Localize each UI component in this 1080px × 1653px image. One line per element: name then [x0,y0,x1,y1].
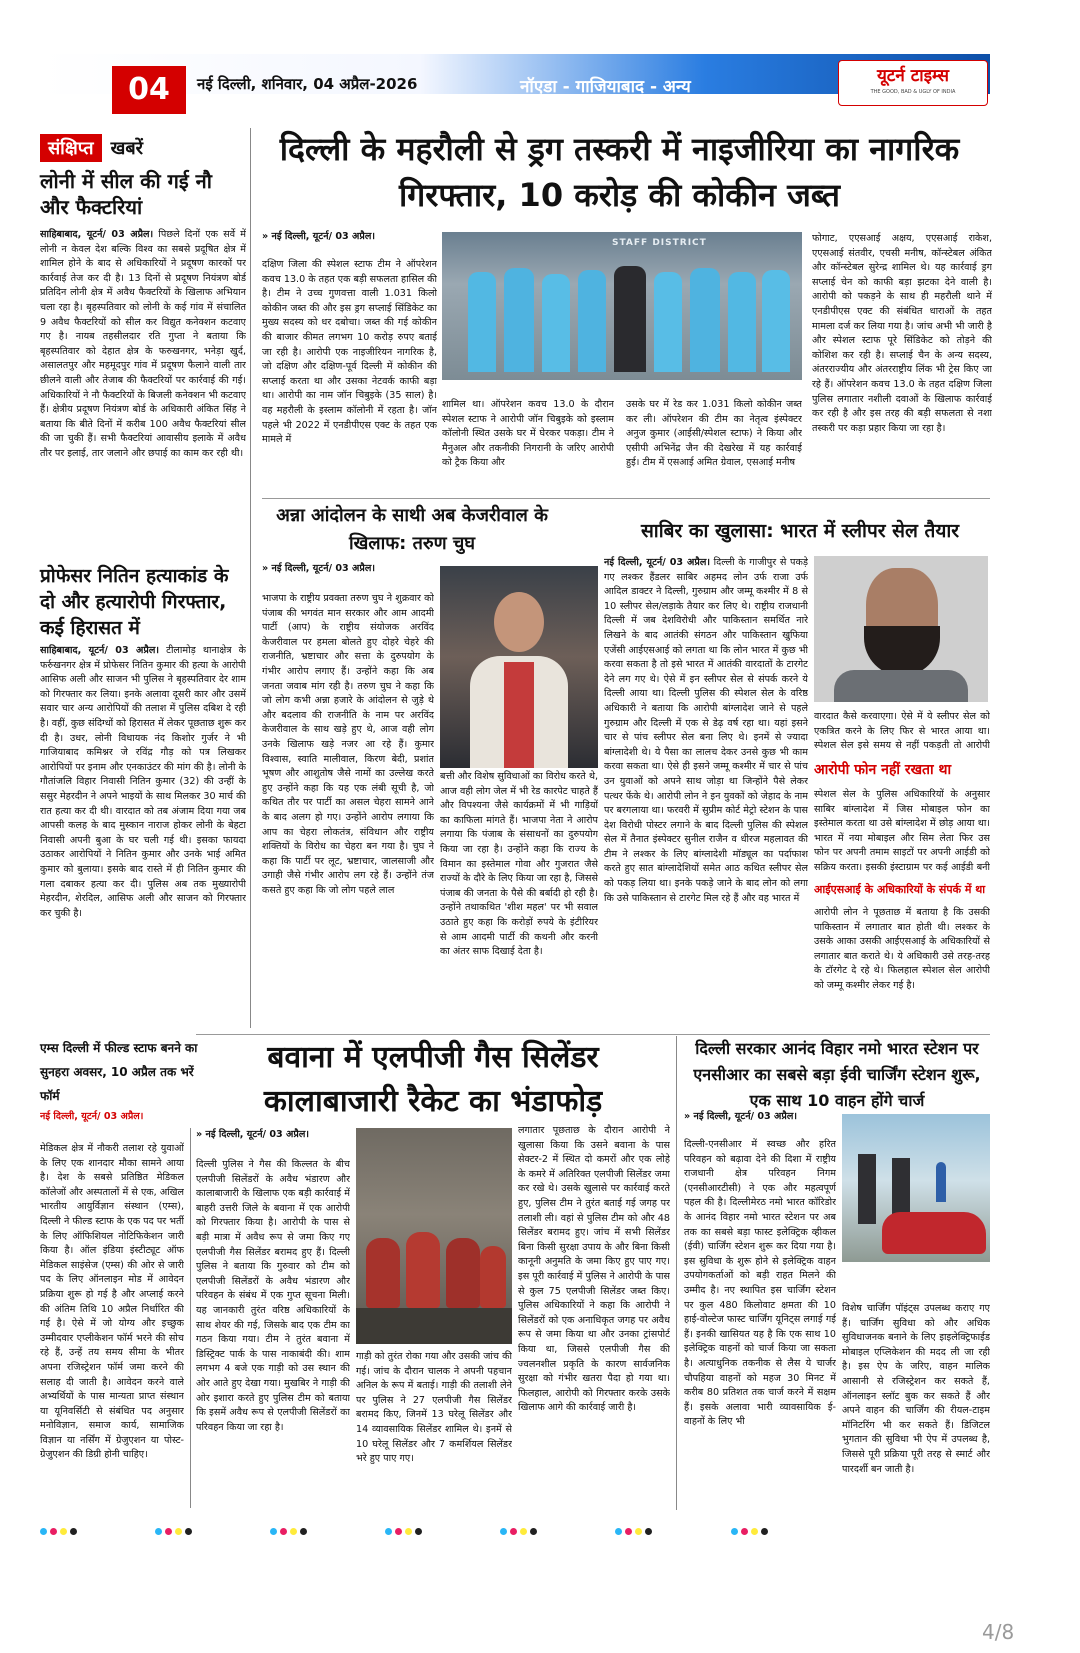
lead-dateline: » नई दिल्ली, यूटर्न/ 03 अप्रैल। [262,231,375,242]
column-rule [676,1036,677,1510]
brief-1-title: लोनी में सील की गई नौ और फैक्टरियां [40,169,212,219]
brief-3-title: एम्स दिल्ली में फील्ड स्टाफ बनने का सुनहरा अवसर, 10 अप्रैल तक भरें फॉर्म [40,1041,198,1103]
brief-1-body [40,228,246,560]
page-counter: 4/8 [982,1620,1015,1644]
brief-2-dateline: साहिबाबाद, यूटर्न/ 03 अप्रैल। [40,645,159,656]
brief-label-a: संक्षिप्त [40,134,102,162]
lpg-column-1: दिल्ली पुलिस ने गैस की किल्लत के बीच एलपीजी सिलेंडरों के अवैध भंडारण और कालाबाजारी के खिलाफ एक बड़ी कार्रवाई में बाहरी उत्तरी जिले के बवाना में एक आरोपी को गिरफ्तार किया है। आरोपी के पास से बड़ी मात्रा में अवैध रूप से जमा किए गए एलपीजी गैस सिलेंडर बरामद हुए हैं। दिल्ली पुलिस ने बताया कि गुरुवार को टीम को एलपीजी सिलेंडरों के अवैध भंडारण और परिवहन के संबंध में एक गुप्त सूचना मिली। यह जानकारी तुरंत वरिष्ठ अधिकारियों के साथ शेयर की गई, जिसके बाद एक टीम का गठन किया गया। टीम ने तुरंत बवाना में डिस्ट्रिक्ट पार्क के पास नाकाबंदी की। शाम लगभग 4 बजे एक गाड़ी को उस स्थान की ओर आते हुए देखा गया। मुखबिर ने गाड़ी की ओर इशारा करते हुए पुलिस टीम को बताया कि इसमें अवैध रूप से एलपीजी सिलेंडरों का परिवहन किया जा रहा है। [196,1159,350,1433]
lpg-headline: बवाना में एलपीजी गैस सिलेंडर कालाबाजारी रैकेट का भंडाफोड़ [263,1040,603,1119]
sabir-column-4: आरोपी लोन ने पूछताछ में बताया है कि उसकी पाकिस्तान में लगातार बात होती थी। लश्कर के उसके आका उसकी आईएसआई के अधिकारियों से लगातार बात कराते थे। ये अधिकारी उसे तरह-तरह के टॉरगेट दे रहे थे। फिलहाल स्पेशल सेल आरोपी को जम्मू कश्मीर लेकर गई है। [814,907,990,991]
brief-3-body: मेडिकल क्षेत्र में नौकरी तलाश रहे युवाओं के लिए एक शानदार मौका सामने आया है। देश के सबसे प्रतिष्ठित मेडिकल कॉलेजों और अस्पतालों में से एक, अखिल भारतीय आयुर्विज्ञान संस्थान (एम्स), दिल्ली ने फील्ड स्टाफ के एक पद पर भर्ती के लिए ऑफिशियल नोटिफिकेशन जारी किया है। ऑल इंडिया इंस्टीट्यूट ऑफ मेडिकल साइंसेज (एम्स) की ओर से जारी पद के लिए ऑनलाइन मोड में आवेदन प्रक्रिया शुरू हो गई है और अप्लाई करने की अंतिम तिथि 10 अप्रैल निर्धारित की गई है। ऐसे में जो योग्य और इच्छुक उम्मीदवार एप्लीकेशन फॉर्म भरने की सोच रहे हैं, उन्हें तय समय सीमा के भीतर अपना रजिस्ट्रेशन फॉर्म जमा करने की सलाह दी जाती है। आवेदन करने वाले अभ्यर्थियों के पास मान्यता प्राप्त संस्थान या यूनिवर्सिटी से संबंधित पद अनुसार मनोविज्ञान, समाज कार्य, सामाजिक विज्ञान या नर्सिंग में ग्रेजुएशन या पोस्ट-ग्रेजुएशन की डिग्री होनी चाहिए। [40,1143,184,1461]
lpg-photo [356,1128,512,1344]
brief-3-dateline: नई दिल्ली, यूटर्न/ 03 अप्रैल। [40,1111,144,1122]
column-rule [250,128,251,1028]
lead-column-2: शामिल था। ऑपरेशन कवच 13.0 के दौरान स्पेशल स्टाफ ने आरोपी जॉन चिबुइके को इस्लाम कॉलोनी स्थित उसके घर में घेरकर पकड़ा। टीम ने मैनुअल और तकनीकी निगरानी के जरिए आरोपी को ट्रैक किया और [442,399,614,469]
ev-headline: दिल्ली सरकार आनंद विहार नमो भारत स्टेशन पर एनसीआर का सबसे बड़ा ईवी चार्जिंग स्टेशन शुरू, एक साथ 10 वाहन होंगे चार्ज [693,1039,981,1110]
anna-dateline: » नई दिल्ली, यूटर्न/ 03 अप्रैल। [262,563,375,574]
sabir-subhead-2: आईएसआई के अधिकारियों के संपर्क में था [814,883,986,896]
section-divider [262,498,990,499]
anna-column-2: बत्ती और विशेष सुविधाओं का विरोध करते थे, आज वही लोग जेल में भी रेड कारपेट चाहते हैं और विपश्यना जैसे कार्यक्रमों में भी गाड़ियों का काफिला मांगते हैं। भाजपा नेता ने आरोप लगाया कि पंजाब के संसाधनों का दुरुपयोग किया जा रहा है। उन्होंने कहा कि राज्य के विमान का इस्तेमाल गोवा और गुजरात जैसे राज्यों के दौरे के लिए किया जा रहा है, जिससे पंजाब की जनता के पैसे की बर्बादी हो रही है। उन्होंने तथाकथित 'शीश महल' पर भी सवाल उठाते हुए कहा कि करोड़ों रुपये के इंटीरियर से आम आदमी पार्टी की कथनी और करनी का अंतर साफ दिखाई देता है। [440,771,598,958]
ev-column-2: विशेष चार्जिंग पॉइंट्स उपलब्ध कराए गए हैं। चार्जिंग सुविधा को और अधिक सुविधाजनक बनाने के लिए इाइलेक्ट्रिफाईड मोबाइल एप्लिकेशन की मदद ली जा रही है। इस ऐप के जरिए, वाहन मालिक आसानी से रजिस्ट्रेशन कर सकते हैं, ऑनलाइन स्लॉट बुक कर सकते हैं और अपने वाहन की चार्जिंग की रीयल-टाइम मॉनिटरिंग भी कर सकते हैं। डिजिटल भुगतान की सुविधा भी ऐप में उपलब्ध है, जिससे पूरी प्रक्रिया पूरी तरह से स्मार्ट और पारदर्शी बन जाती है। [842,1303,990,1475]
brand-name: यूटर्न टाइम्स [876,66,950,86]
lpg-column-3: लगातार पूछताछ के दौरान आरोपी ने खुलासा किया कि उसने बवाना के पास सेक्टर-2 में स्थित दो कमरों और एक लोहे के कमरे में अतिरिक्त एलपीजी सिलेंडर जमा कर रखे थे। उसके खुलासे पर कार्रवाई करते हुए, पुलिस टीम ने तुरंत बताई गई जगह पर तलाशी ली। वहां से पुलिस टीम को और 48 सिलेंडर बरामद हुए। जांच में सभी सिलेंडर बिना किसी सुरक्षा उपाय के और बिना किसी कानूनी अनुमति के जमा किए हुए पाए गए। इस पूरी कार्रवाई में पुलिस ने आरोपी के पास से कुल 75 एलपीजी सिलेंडर जब्त किए। पुलिस अधिकारियों ने कहा कि आरोपी ने सिलेंडरों को एक अनाधिकृत जगह पर अवैध रूप से जमा किया था और उनका ट्रांसपोर्ट किया था, जिससे एलपीजी गैस की ज्वलनशील प्रकृति के कारण सार्वजनिक सुरक्षा को गंभीर खतरा पैदा हो गया था। फिलहाल, आरोपी को गिरफ्तार करके उसके खिलाफ आगे की कार्रवाई जारी है। [518,1125,670,1414]
column-rule [190,1128,191,1508]
lpg-column-2: गाड़ी को तुरंत रोका गया और उसकी जांच की गई। जांच के दौरान चालक ने अपनी पहचान अनिल के रूप में बताई। गाड़ी की तलाशी लेने पर पुलिस ने 27 एलपीजी गैस सिलेंडर बरामद किए, जिनमें 13 घरेलू सिलेंडर और 14 व्यावसायिक सिलेंडर शामिल थे। इनमें से 10 घरेलू सिलेंडर और 7 कमर्शियल सिलेंडर भरे हुए पाए गए। [356,1351,512,1465]
lead-column-4: फोगाट, एएसआई अक्षय, एएसआई राकेश, एएसआई संतवीर, एचसी मनीष, कॉन्स्टेबल अंकित और कॉन्स्टेबल सुरेन्द्र शामिल थे। यह कार्रवाई ड्रग सप्लाई चेन को काफी बड़ा झटका देने वाली है। आरोपी को पकड़ने के साथ ही महरौली थाने में एनडीपीएस एक्ट की संबंधित धाराओं के तहत मामला दर्ज कर लिया गया है। जांच अभी भी जारी है और स्पेशल स्टाफ पूरे सिंडिकेट को तोड़ने की कोशिश कर रही है। सप्लाई चैन के अन्य सदस्य, अंतरराज्यीय और अंतरराष्ट्रीय लिंक भी ट्रेस किए जा रहे हैं। ऑपरेशन कवच 13.0 के तहत दक्षिण जिला पुलिस लगातार नशीली दवाओं के खिलाफ कार्रवाई कर रही है और इस तरह की बड़ी सफलता से नशा तस्करी पर कड़ा प्रहार किया जा रहा है। [812,233,992,434]
anna-photo [440,566,598,768]
photo-banner: STAFF DISTRICT [612,238,707,248]
page-number-badge: 04 [112,66,186,114]
ev-photo [842,1114,990,1262]
anna-column-1: भाजपा के राष्ट्रीय प्रवक्ता तरुण चुघ ने शुक्रवार को पंजाब की भगवंत मान सरकार और आम आदमी पार्टी (आप) के राष्ट्रीय संयोजक अरविंद केजरीवाल पर हमला बोलते हुए दोहरे चेहरे की राजनीति, भ्रष्टाचार और सत्ता के दुरुपयोग के गंभीर आरोप लगाए हैं। उन्होंने कहा कि अब जनता जवाब मांग रही है। तरुण चुघ ने कहा कि जो लोग कभी अन्ना हजारे के आंदोलन से जुड़े थे और बदलाव की राजनीति के नाम पर अरविंद केजरीवाल के साथ खड़े हुए थे, आज वही लोग उनके खिलाफ खड़े नजर आ रहे हैं। कुमार विश्वास, स्वाति मालीवाल, किरण बेदी, प्रशांत भूषण और आशुतोष जैसे नामों का उल्लेख करते हुए उन्होंने कहा कि यह एक लंबी सूची है, जो कथित तौर पर पार्टी का असल चेहरा सामने आने के बाद अलग हो गए। उन्होंने आरोप लगाया कि आप का चेहरा लोकतंत्र, संविधान और राष्ट्रीय शक्तियों के विरोध का चेहरा बन गया है। चुघ ने कहा कि पार्टी पर लूट, भ्रष्टाचार, जालसाजी और उगाही जैसे गंभीर आरोप लग रहे हैं। उन्होंने तंज कसते हुए कहा कि जो लोग पहले लाल [262,593,434,896]
brand-logo [838,60,988,106]
section-divider [196,1034,990,1035]
brief-1-text: पिछले दिनों एक सर्वे में लोनी न केवल देश बल्कि विश्व का सबसे प्रदूषित क्षेत्र में शामिल होने के बाद से अधिकारियों ने प्रदूषण कारकों पर कार्रवाई तेज कर दी है। 13 दिनों से प्रदूषण नियंत्रण बोर्ड प्रतिदिन लोनी क्षेत्र में अवैध फैक्टरियों के खिलाफ अभियान चला रहा है। बृहस्पतिवार को लोनी के कई गांव में संचालित 9 अवैध फैक्टरियों को सील कर विद्युत कनेक्शन कटवाए गए है। नायब तहसीलदार रति गुप्ता ने बताया कि बृहस्पतिवार को देहात क्षेत्र के फरुखनगर, भनेड़ा खुर्द, असालतपुर और महमूदपुर गांव में प्रदूषण फैलाने वाली तार छीलने वाली और तेजाब की फैक्टरियों पर कार्रवाई की गई। अधिकारियों ने नौ फैक्टरियों के बिजली कनेक्शन भी कटवाए हैं। क्षेत्रीय प्रदूषण नियंत्रण बोर्ड के अधिकारी अंकित सिंह ने बताया कि बीते दिनों में करीब 100 अवैध फैक्टरियां सील की जा चुकी हैं। सभी फैक्टरियां आवासीय इलाके में अवैध तौर पर इलाई, तार जलाने और छपाई का काम कर रही थी। [40,229,246,459]
lead-headline: दिल्ली के महरौली से ड्रग तस्करी में नाइजीरिया का नागरिक गिरफ्तार, 10 करोड़ की कोकीन जब्त [279,130,960,214]
brief-2-body [40,644,246,1034]
sabir-column-3: स्पेशल सेल के पुलिस अधिकारियों के अनुसार साबिर बांग्लादेश में जिस मोबाइल फोन का इस्तेमाल करता था उसे बांग्लादेश में छोड़ आया था। भारत में नया मोबाइल और सिम लेता फिर उस फोन पर अपनी तमाम साइटों पर अपनी आईडी को सक्रिय करता। इसकी इंस्टाग्राम पर कई आईडी बनी [814,789,990,873]
edition-label: नॉएडा - गाजियाबाद - अन्य [520,77,691,97]
ev-column-1: दिल्ली-एनसीआर में स्वच्छ और हरित परिवहन को बढ़ावा देने की दिशा में राष्ट्रीय राजधानी क्षेत्र परिवहन निगम (एनसीआरटीसी) ने एक और महत्वपूर्ण पहल की है। दिल्लीमेरठ नमो भारत कॉरिडोर के आनंद विहार नमो भारत स्टेशन पर अब तक का सबसे बड़ा फास्ट इलेक्ट्रिक व्हीकल (ईवी) चार्जिंग स्टेशन शुरू कर दिया गया है। इस सुविधा के शुरू होने से इलेक्ट्रिक वाहन उपयोगकर्ताओं को बड़ी राहत मिलने की उम्मीद है। नए स्थापित इस चार्जिंग स्टेशन पर कुल 480 किलोवाट क्षमता की 10 हाई-वोल्टेज फास्ट चार्जिंग यूनिट्स लगाई गई हैं। इनकी खासियत यह है कि एक साथ 10 इलेक्ट्रिक वाहनों को चार्ज किया जा सकता है। अत्याधुनिक तकनीक से लैस ये चार्जर चौपहिया वाहनों को महज 30 मिनट में करीब 80 प्रतिशत तक चार्ज करने में सक्षम हैं। इसके अलावा भारी व्यावसायिक ई-वाहनों के लिए भी [684,1139,836,1428]
sabir-subhead-1: आरोपी फोन नहीं रखता था [814,762,952,778]
lead-column-1: दक्षिण जिला की स्पेशल स्टाफ टीम ने ऑपरेशन कवच 13.0 के तहत एक बड़ी सफलता हासिल की है। टीम ने उच्च गुणवत्ता वाली 1.031 किलो कोकीन जब्त की और इस ड्रग सप्लाई सिंडिकेट का मुख्य सदस्य को धर दबोचा। जब्त की गई कोकीन की बाजार कीमत लगभग 10 करोड़ रुपए बताई जा रही है। आरोपी एक नाइजीरियन नागरिक है, जो दक्षिण और दक्षिण-पूर्व दिल्ली में कोकीन की सप्लाई करता था और उसका नेटवर्क काफी बड़ा था। आरोपी का नाम जॉन चिबुइके (35 साल) है। वह महरौली के इस्लाम कॉलोनी में रहता है। जॉन पहले भी 2022 में एनडीपीएस एक्ट के तहत एक मामले में [262,259,437,446]
brief-2-title: प्रोफेसर नितिन हत्याकांड के दो और हत्यारोपी गिरफ्तार, कई हिरासत में [40,565,229,639]
brief-1-dateline: साहिबाबाद, यूटर्न/ 03 अप्रैल। [40,229,154,240]
brief-label [40,134,143,162]
sabir-column-2: वारदात कैसे करवाएगा। ऐसे में ये स्लीपर सेल को एकत्रित करने के लिए फिर से भारत आया था। स्पेशल सेल इसे समय से नहीं पकड़ती तो आरोपी [814,711,990,752]
sabir-column-1: नई दिल्ली, यूटर्न/ 03 अप्रैल। दिल्ली के गाजीपुर से पकड़े गए लश्कर हैंडलर साबिर अहमद लोन उर्फ राजा उर्फ आदिल डाक्टर ने दिल्ली, गुरुग्राम और जम्मू कश्मीर में 8 से 10 स्लीपर सेल/लड़ाके तैयार कर लिए थे। राष्ट्रीय राजधानी दिल्ली में जब देशविरोधी और पाकिस्तान समर्थित नारे लिखने के बाद आतंकी संगठन और पाकिस्तान खुफिया एजेंसी आईएसआई को लगता था कि लोन भारत में कुछ भी करवा सकता है तो इसे भारत में आतंकी वारदातों के टारगेट देने लग गए थे। ऐसे में इन स्लीपर सेल से संपर्क करने ये दिल्ली आया था। दिल्ली पुलिस की स्पेशल सेल के वरिष्ठ अधिकारी ने बताया कि आरोपी बांग्लादेश जाने से पहले गुरुग्राम और दिल्ली में एक से डेढ़ वर्ष रहा था। यहां इसने चार से पांच स्लीपर सेल बना लिए थे। इनमें से ज्यादा बांग्लादेशी थे। ये पैसा का लालच देकर उनसे कुछ भी काम करवा सकता था। ऐसे ही इसने जम्मू कश्मीर में चार से पांच उन युवाओं को अपने साथ जोड़ा था जिन्होंने पैसे लेकर पत्थर फेंके थे। आरोपी लोन ने इन युवकों को जेहाद के नाम पर बरगलाया था। फरवरी में सुप्रीम कोर्ट मेट्रो स्टेशन के पास देश विरोधी पोस्टर लगाने के बाद दिल्ली पुलिस की स्पेशल सेल में तैनात इंस्पेक्टर सुनील राजैन व धीरज महलावत की टीम ने लश्कर के लिए बांग्लादेशी मॉड्यूल का पर्दाफाश करते हुए सात बांग्लादेशियों समेत आठ कथित स्लीपर सेल को पकड़ लिया था। इनके पकड़े जाने के बाद लोन को लगा कि उसे पाकिस्तान से टारगेट मिल रहे हैं और वह भारत में [604,557,808,904]
brief-label-b: खबरें [110,138,144,159]
brief-2-text: टीलामोड़ थानाक्षेत्र के फर्रुखनगर क्षेत्र में प्रोफेसर नितिन कुमार की हत्या के आरोपी आसिफ अली और साजन भी पुलिस ने बृहस्पतिवार देर शाम को गिरफ्तार कर लिया। इनके अलावा दूसरी कार और उसमें सवार चार अन्य आरोपियों की तलाश में पुलिस दबिश दे रही है। वहीं, कुछ संदिग्धों को हिरासत में लेकर पूछताछ शुरू कर दी है। उधर, लोनी विधायक नंद किशोर गुर्जर ने भी गाजियाबाद कमिश्नर जे रविंद्र गौड़ को पत्र लिखकर आरोपियों पर इनाम और एनकाउंटर की मांग की है। लोनी के गौतांजलि विहार निवासी नितिन कुमार (32) की उन्हीं के ससुर मेहरदीन ने अपने भाइयों के साथ मिलकर 30 मार्च की रात हत्या कर दी थी। वारदात को तब अंजाम दिया गया जब आपसी कलह के बाद मुस्कान नाराज होकर लोनी के बेहटा निवासी अपनी बुआ के घर चली गई थी। इसका फायदा उठाकर आरोपियों ने नितिन कुमार और उनके भाई अमित कुमार को बुलाया। इसके बाद रास्ते में ही नितिन कुमार की गला दबाकर हत्या कर दी। पुलिस अब तक मुख्यारोपी मेहरदीन, शेरदिल, आसिफ अली और साजन को गिरफ्तार कर चुकी है। [40,645,246,919]
sabir-headline: साबिर का खुलासा: भारत में स्लीपर सेल तैयार [640,520,960,542]
lead-column-3: उसके घर में रेड कर 1.031 किलो कोकीन जब्त कर ली। ऑपरेशन की टीम का नेतृत्व इंस्पेक्टर अनुज कुमार (आईसी/स्पेशल स्टाफ) ने किया और एसीपी अभिनेंद्र जैन की देखरेख में यह कार्रवाई हुई। टीम में एसआई अमित ग्रेवाल, एसआई मनीष [626,399,802,469]
issue-date: नई दिल्ली, शनिवार, 04 अप्रैल-2026 [197,75,418,93]
anna-headline: अन्ना आंदोलन के साथी अब केजरीवाल के खिलाफ: तरुण चुघ [276,505,548,554]
registration-dots [40,1520,990,1539]
ev-dateline: » नई दिल्ली, यूटर्न/ 03 अप्रैल। [684,1111,797,1122]
lead-photo [442,232,802,380]
lpg-dateline: » नई दिल्ली, यूटर्न/ 03 अप्रैल। [196,1129,309,1140]
sabir-photo [814,556,988,702]
brand-tagline: THE GOOD, BAD & UGLY OF INDIA [870,89,956,95]
